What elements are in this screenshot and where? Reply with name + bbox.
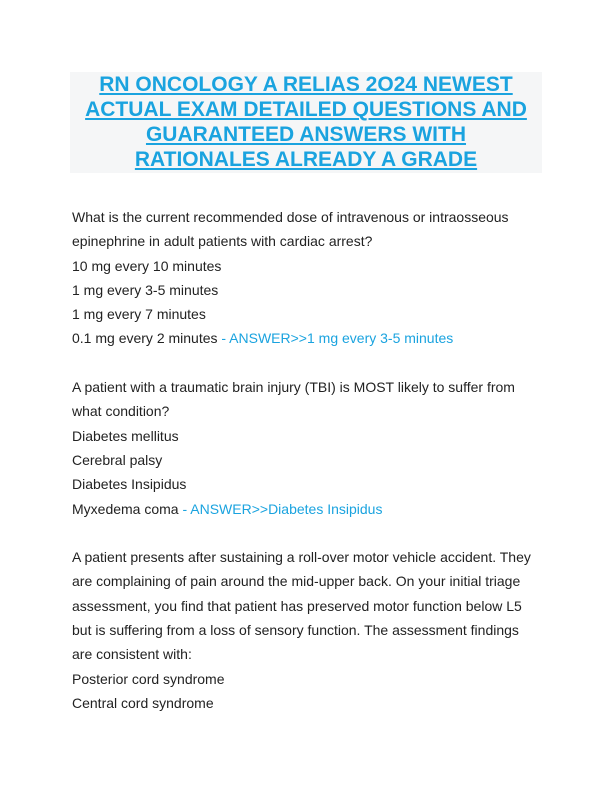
answer-option: 0.1 mg every 2 minutes [72,330,218,347]
answer-option-line [72,326,544,350]
answer-option: Cerebral palsy [72,451,163,468]
question-text-line: are complaining of pain around the mid-upper back. On your initial triage [72,573,521,590]
correct-answer: - ANSWER>>1 mg every 3-5 minutes [217,330,454,347]
question-text-line: A patient with a traumatic brain injury (TBI) is MOST likely to suffer from [72,379,515,396]
title-line: RATIONALES ALREADY A GRADE [134,148,478,171]
title-line: GUARANTEED ANSWERS WITH [145,123,467,146]
answer-option: Myxedema coma [72,500,179,517]
question-text-line: but is suffering from a loss of sensory function. The assessment findings [72,622,519,639]
correct-answer: - ANSWER>>Diabetes Insipidus [178,500,383,517]
answer-option: 10 mg every 10 minutes [72,257,222,274]
document-title[interactable] [70,72,542,172]
question-text-line: A patient presents after sustaining a roll-over motor vehicle accident. They [72,549,531,566]
answer-option: Diabetes Insipidus [72,476,187,493]
question-text-line: what condition? [72,403,170,420]
question-text-line: epinephrine in adult patients with cardiac arrest? [72,233,373,250]
document-body [72,205,544,715]
answer-option: 1 mg every 7 minutes [72,306,206,323]
title-line: RN ONCOLOGY A RELIAS 2O24 NEWEST [99,73,513,96]
answer-option-line [72,497,544,521]
question-block-1 [72,205,544,351]
answer-option: 1 mg every 3-5 minutes [72,281,219,298]
title-line: ACTUAL EXAM DETAILED QUESTIONS AND [85,98,527,121]
question-text-line: assessment, you find that patient has preserved motor function below L5 [72,597,522,614]
answer-option: Central cord syndrome [72,694,214,711]
answer-option: Posterior cord syndrome [72,670,225,687]
question-block-2 [72,375,544,521]
answer-option: Diabetes mellitus [72,427,179,444]
question-block-3 [72,545,544,715]
question-text-line: are consistent with: [72,646,192,663]
question-text-line: What is the current recommended dose of intravenous or intraosseous [72,209,509,225]
